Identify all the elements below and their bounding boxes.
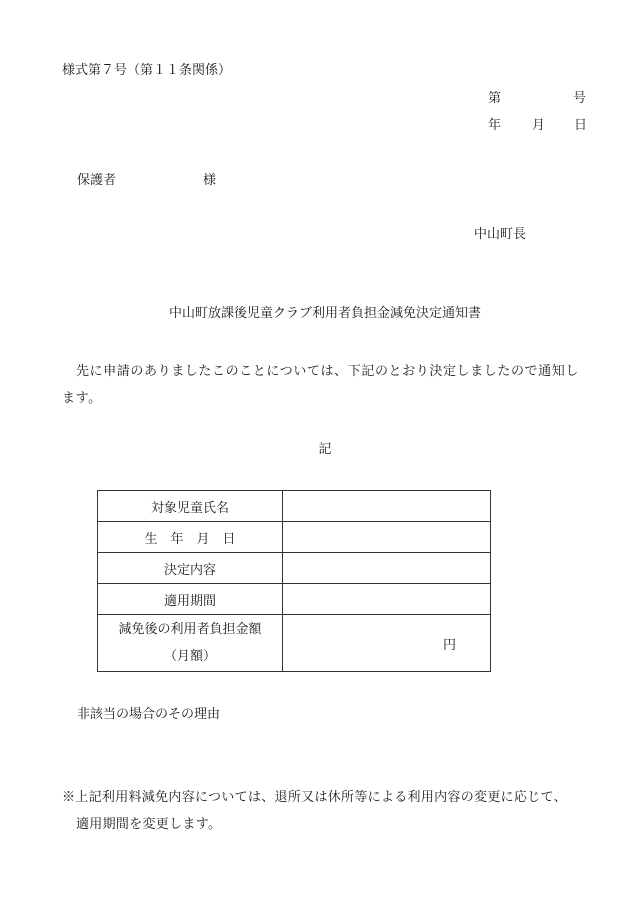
table-row [98, 553, 491, 584]
document-number-suffix: 号 [573, 91, 587, 106]
child-name-value [283, 491, 491, 522]
decision-content-label: 決定内容 [98, 553, 283, 584]
table-row [98, 491, 491, 522]
table-row [98, 584, 491, 615]
date-year-label: 年 [488, 118, 502, 133]
footnote [62, 784, 602, 838]
footnote-line2: 適用期間を変更します。 [76, 817, 222, 832]
period-value [283, 584, 491, 615]
notice-body: 先に申請のありましたこのことについては、下記のとおり決定しましたので通知します。 [62, 364, 579, 406]
amount-value [283, 615, 491, 672]
addressee-honorific: 様 [203, 173, 217, 188]
document-number-prefix: 第 [488, 91, 502, 106]
date-day-label: 日 [574, 118, 588, 133]
table-row [98, 522, 491, 553]
amount-label-line1: 減免後の利用者負担金額 [118, 622, 262, 637]
period-label: 適用期間 [98, 584, 283, 615]
table-row [98, 615, 491, 672]
amount-label [98, 615, 283, 672]
document-title: 中山町放課後児童クラブ利用者負担金減免決定通知書 [168, 306, 481, 321]
issuer-name: 中山町長 [474, 227, 527, 242]
amount-label-line2: （月額） [163, 649, 216, 664]
date-month-label: 月 [532, 118, 546, 133]
decision-table [97, 490, 491, 672]
addressee-label: 保護者 [77, 173, 117, 188]
decision-content-value [283, 553, 491, 584]
birth-date-label: 生 年 月 日 [98, 522, 283, 553]
reason-label: 非該当の場合のその理由 [77, 707, 221, 722]
child-name-label: 対象児童氏名 [98, 491, 283, 522]
form-number: 様式第７号（第１１条関係） [62, 63, 232, 78]
ki-marker: 記 [318, 442, 332, 457]
yen-unit: 円 [442, 637, 456, 653]
birth-date-value [283, 522, 491, 553]
footnote-line1: ※上記利用料減免内容については、退所又は休所等による利用内容の変更に応じて、 [62, 790, 567, 805]
